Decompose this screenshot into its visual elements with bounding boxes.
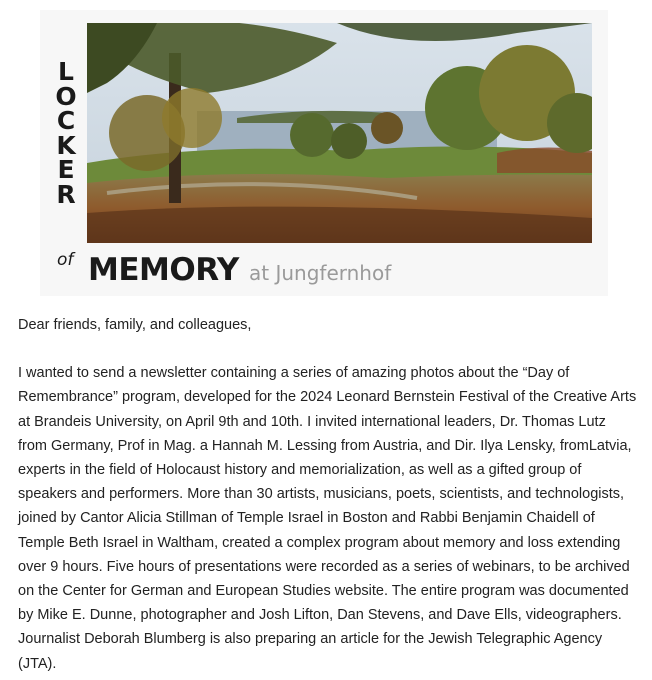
locker-vertical-title xyxy=(52,57,80,209)
title-letter: R xyxy=(56,179,76,209)
title-place: at Jungfernhof xyxy=(249,261,392,285)
letter-greeting: Dear friends, family, and colleagues, xyxy=(18,317,252,333)
title-letter: E xyxy=(57,155,75,184)
title-letter: C xyxy=(56,106,76,135)
title-memory: MEMORY xyxy=(88,252,239,288)
title-letter: L xyxy=(58,57,74,86)
title-of: of xyxy=(57,250,74,270)
title-letter: O xyxy=(55,81,77,111)
letter-body xyxy=(18,313,638,676)
letter-paragraph: I wanted to send a newsletter containing a series of amazing photos about the “Day of Remembrance” program, developed for the 2024 Leonard Bernstein Festival of the Creative Arts at Brandeis University, on April 9th and 10th. I invited international leaders, Dr. Thomas Lutz from Germany, Prof in Mag. a Hannah M. Lessing from Austria, and Dir. Ilya Lensky, fromLatvia, experts in the field of Holocaust history and memorialization, as well as a gifted group of speakers and performers. More than 30 artists, musicians, poets, scientists, and technologists, joined by Cantor Alicia Stillman of Temple Israel in Boston and Rabbi Benjamin Chaidell of Temple Beth Israel in Waltham, created a complex program about memory and loss extending over 9 hours. Five hours of presentations were recorded as a series of webinars, to be archived on the Center for German and European Studies website. The entire program was documented by Mike E. Dunne, photographer and Josh Lifton, Dan Stevens, and Dave Ells, videographers. Journalist Deborah Blumberg is also preparing an article for the Jewish Telegraphic Agency (JTA). xyxy=(18,365,637,672)
newsletter-header xyxy=(40,10,608,296)
landscape-photo xyxy=(87,23,592,243)
title-letter: K xyxy=(56,130,76,160)
landscape-photo-image xyxy=(87,23,592,243)
